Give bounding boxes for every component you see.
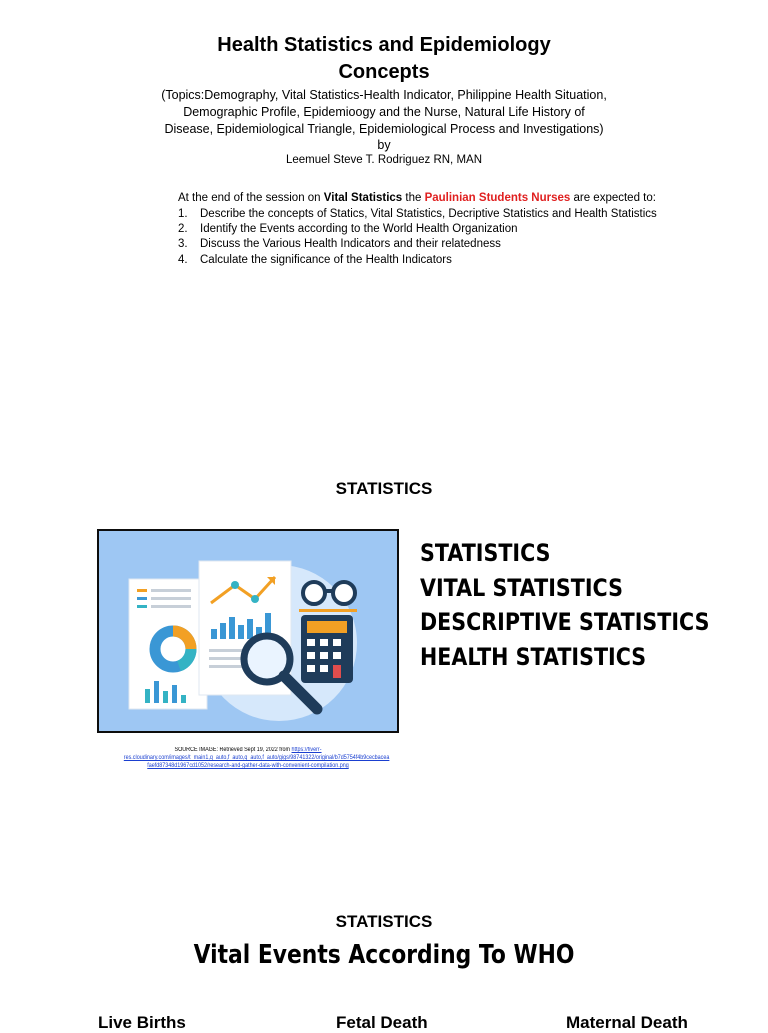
title-line-2: Concepts [338,61,430,83]
source-link[interactable]: https://fiverr-res.cloudinary.com/images/t_main1,q_auto,f_auto,q_auto,f_auto/gigs/98741322/original/b7d5754f4b9cecbacea faefd87348d1967cd1052/research-and-gather-data-with-convenient-compilation.png [123,747,390,769]
event-fetal-death: Fetal Death [336,1013,428,1032]
objectives-intro [178,191,656,206]
event-maternal-death: Maternal Death [566,1013,688,1032]
list-item: DESCRIPTIVE STATISTICS [420,608,710,636]
statistics-illustration [97,529,399,733]
vital-events-heading: Vital Events According To WHO [193,940,575,970]
author-name: Leemuel Steve T. Rodriguez RN, MAN [285,154,482,166]
statistics-topics-list [420,536,709,674]
section-heading-statistics: STATISTICS [335,479,433,498]
intro-prefix: At the end of the session on [178,192,324,204]
list-item [178,222,657,237]
intro-bold-term: Vital Statistics [323,192,403,204]
list-item: STATISTICS [420,539,551,567]
section-heading-statistics-2: STATISTICS [335,912,433,931]
list-item [178,253,657,268]
list-item-number: 3. [178,238,188,251]
event-live-births: Live Births [98,1013,186,1032]
title-line-1: Health Statistics and Epidemiology [217,34,551,56]
list-item-text: Calculate the significance of the Health Indicators [200,253,452,266]
list-item [178,237,657,252]
intro-red-term: Paulinian Students Nurses [424,192,571,204]
list-item [178,207,657,222]
list-item-number: 4. [178,253,188,266]
objectives-list [178,207,657,268]
list-item-number: 2. [178,223,188,236]
image-source-caption [123,746,390,770]
data-analysis-illustration-icon [99,531,397,731]
intro-middle: the [402,192,425,204]
byline: by [377,138,391,152]
intro-suffix: are expected to: [570,192,656,204]
document-title [0,32,768,86]
source-prefix: SOURCE IMAGE: Retrieved Sept 19, 2022 from [174,747,292,753]
list-item-text: Discuss the Various Health Indicators and their relatedness [200,238,501,251]
topics-text: (Topics:Demography, Vital Statistics-Health Indicator, Philippine Health Situation, Demographic Profile, Epidemioogy and the Nurse, Natural Life History of Disease, Epidemiological Triangle, Epidemiological Process and Investigations) [161,88,607,136]
list-item: HEALTH STATISTICS [420,642,647,671]
list-item-number: 1. [178,208,188,220]
list-item-text: Identify the Events according to the World Health Organization [200,223,518,236]
list-item: VITAL STATISTICS [420,573,623,602]
list-item-text: Describe the concepts of Statics, Vital Statistics, Decriptive Statistics and Health Statistics [200,208,657,220]
